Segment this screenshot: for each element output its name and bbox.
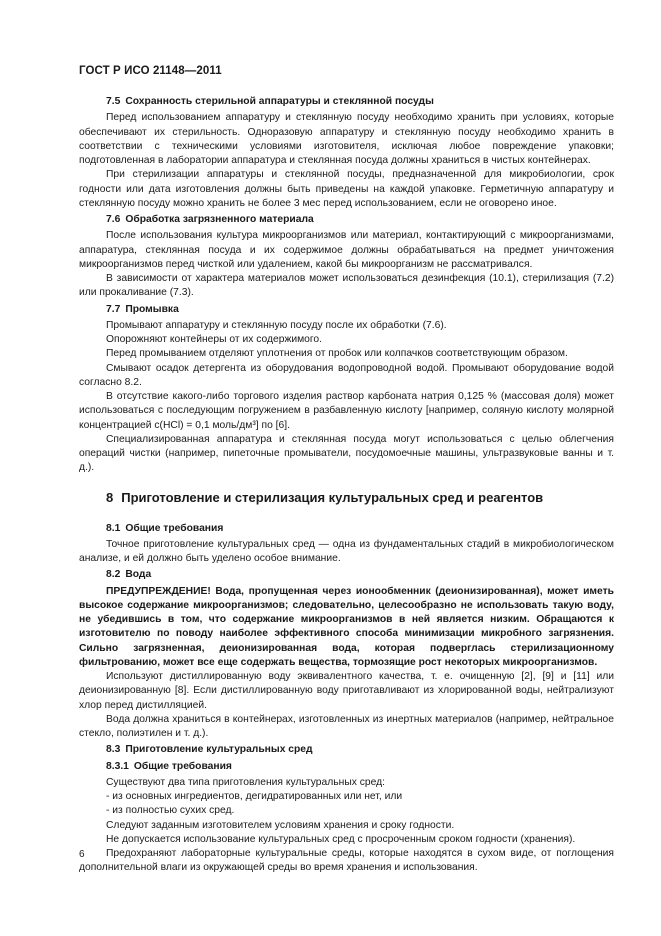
paragraph: Не допускается использование культуральных сред с просроченным сроком годности (хранения). (106, 833, 576, 845)
section-title: Промывка (125, 303, 179, 315)
section-heading-8-2 (79, 568, 614, 582)
paragraph: Промывают аппаратуру и стеклянную посуду после их обработки (7.6). (106, 319, 447, 331)
section-number: 7.5 (106, 96, 121, 107)
chapter-heading-8 (79, 490, 614, 506)
paragraph: При стерилизации аппаратуры и стеклянной посуды, предназначенной для микробиологии, срок годности или дата изготовления должны быть приведены на каждой упаковке. Герметичную аппаратуру и стеклянную посуду можно хранить не более 3 мес перед использованием, если не оговорено иное. (79, 169, 614, 209)
section-number: 8.2 (106, 569, 121, 581)
section-heading-7-6 (79, 213, 614, 227)
section-title: Приготовление культуральных сред (125, 744, 313, 756)
paragraph: В отсутствие какого-либо торгового изделия раствор карбоната натрия 0,125 % (массовая доля) может использоваться с последующим погружением в разбавленную кислоту [например, соляную кислоту молярной концентрацией с(HCl) = 0,1 моль/дм³] по [6]. (79, 391, 614, 431)
paragraph: Используют дистиллированную воду эквивалентного качества, т. е. очищенную [2], [9] и [11] или деионизированную [8]. Если дистиллированную воду приготавливают из хлорированной воды, нейтрализуют хлор перед дистилляцией. (79, 671, 614, 711)
section-title: Общие требования (125, 522, 224, 534)
section-heading-8-1 (79, 522, 614, 536)
subsection-heading-8-3-1 (79, 760, 614, 774)
paragraph: Опорожняют контейнеры от их содержимого. (106, 334, 323, 345)
chapter-number: 8 (106, 489, 114, 505)
section-number: 8.3 (106, 744, 121, 756)
section-heading-8-3 (79, 743, 614, 757)
paragraph: Перед промыванием отделяют уплотнения от пробок или колпачков соответствующим образом. (106, 348, 568, 360)
section-title: Вода (125, 569, 152, 581)
warning-paragraph: ПРЕДУПРЕЖДЕНИЕ! Вода, пропущенная через ионообменник (деионизированная), может иметь высокое содержание микроорганизмов; следовательно, целесообразно не использовать такую воду, не убедившись в том, что содержание микроорганизмов в ней является низким. Обращаются к изготовителю по поводу наиболее эффективного способа минимизации микробного загрязнения. Сильно загрязненная, деионизированная вода, которая подверглась стерилизационному фильтрованию, может все еще содержать вещества, тормозящие рост некоторых микроорганизмов. (79, 585, 614, 668)
section-number: 8.3.1 (106, 760, 129, 772)
paragraph: Следуют заданным изготовителем условиям хранения и сроку годности. (106, 819, 455, 831)
paragraph: Предохраняют лабораторные культуральные среды, которые находятся в сухом виде, от поглощения дополнительной влаги из окружающей среды во время хранения и использования. (79, 848, 614, 874)
section-title: Сохранность стерильной аппаратуры и стеклянной посуды (125, 96, 434, 107)
paragraph: В зависимости от характера материалов может использоваться дезинфекция (10.1), стерилизация (7.2) или прокаливание (7.3). (79, 273, 614, 299)
paragraph: Существуют два типа приготовления культуральных сред: (106, 776, 385, 788)
section-heading-7-7 (79, 303, 614, 317)
section-number: 7.6 (106, 214, 121, 225)
chapter-title: Приготовление и стерилизация культуральных сред и реагентов (121, 489, 544, 505)
document-body (79, 93, 614, 876)
paragraph: После использования культура микроорганизмов или материал, контактирующий с микроорганизмами, аппаратура, стеклянная посуда и их содержимое должны обрабатываться на предмет уничтожения микроорганизмов перед чисткой или удалением, какой бы микроорганизм не рассматривался. (79, 230, 614, 270)
paragraph: Специализированная аппаратура и стеклянная посуда могут использоваться с целью облегчения операций чистки (например, пипеточные промыватели, посудомоечные машины, ультразвуковые ванны и т. д.). (79, 433, 614, 474)
paragraph: Вода должна храниться в контейнерах, изготовленных из инертных материалов (например, нейтральное стекло, полиэтилен и т. д.). (79, 713, 614, 739)
section-title: Обработка загрязненного материала (125, 214, 314, 225)
section-title: Общие требования (133, 760, 232, 772)
section-number: 8.1 (106, 522, 121, 534)
page-number: 6 (79, 849, 85, 860)
document-header: ГОСТ Р ИСО 21148—2011 (79, 65, 222, 77)
list-item: - из полностью сухих сред. (106, 805, 235, 817)
list-item: - из основных ингредиентов, дегидратированных или нет, или (106, 791, 403, 802)
paragraph: Точное приготовление культуральных сред — одна из фундаментальных стадий в микробиологическом анализе, и ей должно быть уделено особое внимание. (79, 538, 614, 564)
paragraph: Смывают осадок детергента из оборудования водопроводной водой. Промывают оборудование водой согласно 8.2. (79, 362, 614, 388)
paragraph: Перед использованием аппаратуру и стеклянную посуду необходимо хранить при условиях, которые обеспечивают их стерильность. Одноразовую аппаратуру и стеклянную посуду необходимо хранить в соответствии с техническими условиями изготовителя, исключая любое повреждение упаковки; подготовленная в лаборатории аппаратура и стеклянная посуда должны храниться в чистых контейнерах. (79, 112, 614, 166)
section-heading-7-5 (79, 95, 614, 109)
section-number: 7.7 (106, 303, 121, 315)
